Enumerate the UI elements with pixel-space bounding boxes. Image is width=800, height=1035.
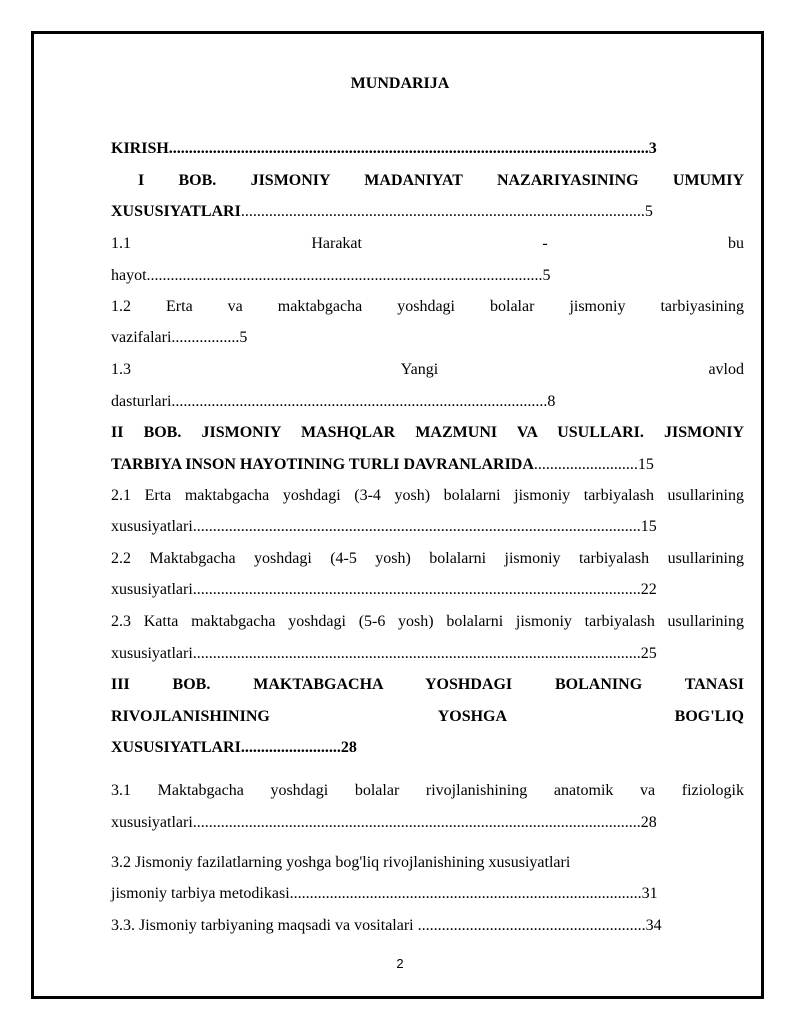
toc-line: 1.2 Erta va maktabgacha yoshdagi bolalar jismoniy tarbiyasining xyxy=(111,298,744,315)
toc-line: vazifalari.................5 xyxy=(111,329,248,346)
toc-line-leader: ..........................15 xyxy=(533,456,654,473)
toc-line: xususiyatlari................................................................................................................28 xyxy=(111,814,657,831)
toc-line-bold: XUSUSIYATLARI xyxy=(111,203,241,220)
toc-line: 1.3 Yangi avlod xyxy=(111,361,744,378)
toc-line: jismoniy tarbiya metodikasi........................................................................................31 xyxy=(111,885,658,902)
toc-line xyxy=(111,202,744,222)
toc-line: 3.3. Jismoniy tarbiyaning maqsadi va vositalari .........................................................34 xyxy=(111,917,662,934)
toc-line: 2.2 Maktabgacha yoshdagi (4-5 yosh) bolalarni jismoniy tarbiyalash usullarining xyxy=(111,550,744,567)
toc-line: 2.3 Katta maktabgacha yoshdagi (5-6 yosh) bolalarni jismoniy tarbiyalash usullarining xyxy=(111,613,744,630)
toc-line: I BOB. JISMONIY MADANIYAT NAZARIYASINING UMUMIY xyxy=(138,172,744,189)
toc-line: 3.1 Maktabgacha yoshdagi bolalar rivojlanishining anatomik va fiziologik xyxy=(111,782,744,799)
toc-line xyxy=(111,455,744,475)
toc-line: xususiyatlari................................................................................................................25 xyxy=(111,645,657,662)
toc-line: 3.2 Jismoniy fazilatlarning yoshga bog'liq rivojlanishining xususiyatlari xyxy=(111,854,571,871)
toc-line: xususiyatlari................................................................................................................15 xyxy=(111,518,657,535)
toc-line: 2.1 Erta maktabgacha yoshdagi (3-4 yosh) bolalarni jismoniy tarbiyalash usullarining xyxy=(111,487,744,504)
toc-line-leader: .....................................................................................................5 xyxy=(240,203,653,220)
toc-line: II BOB. JISMONIY MASHQLAR MAZMUNI VA USULLARI. JISMONIY xyxy=(111,424,744,441)
page-number: 2 xyxy=(396,956,404,971)
toc-line: 1.1 Harakat - bu xyxy=(111,235,744,252)
toc-line: dasturlari..............................................................................................8 xyxy=(111,393,556,410)
toc-line: xususiyatlari................................................................................................................22 xyxy=(111,581,657,598)
toc-line-bold: TARBIYA INSON HAYOTINING TURLI DAVRANLARIDA xyxy=(111,456,534,473)
toc-line: III BOB. MAKTABGACHA YOSHDAGI BOLANING TANASI xyxy=(111,676,744,693)
toc-line: XUSUSIYATLARI.........................28 xyxy=(111,739,357,756)
toc-line: hayot...................................................................................................5 xyxy=(111,267,551,284)
page-title: MUNDARIJA xyxy=(350,75,450,92)
toc-line: RIVOJLANISHINING YOSHGA BOG'LIQ xyxy=(111,708,744,725)
toc-line: KIRISH........................................................................................................................3 xyxy=(111,140,657,157)
